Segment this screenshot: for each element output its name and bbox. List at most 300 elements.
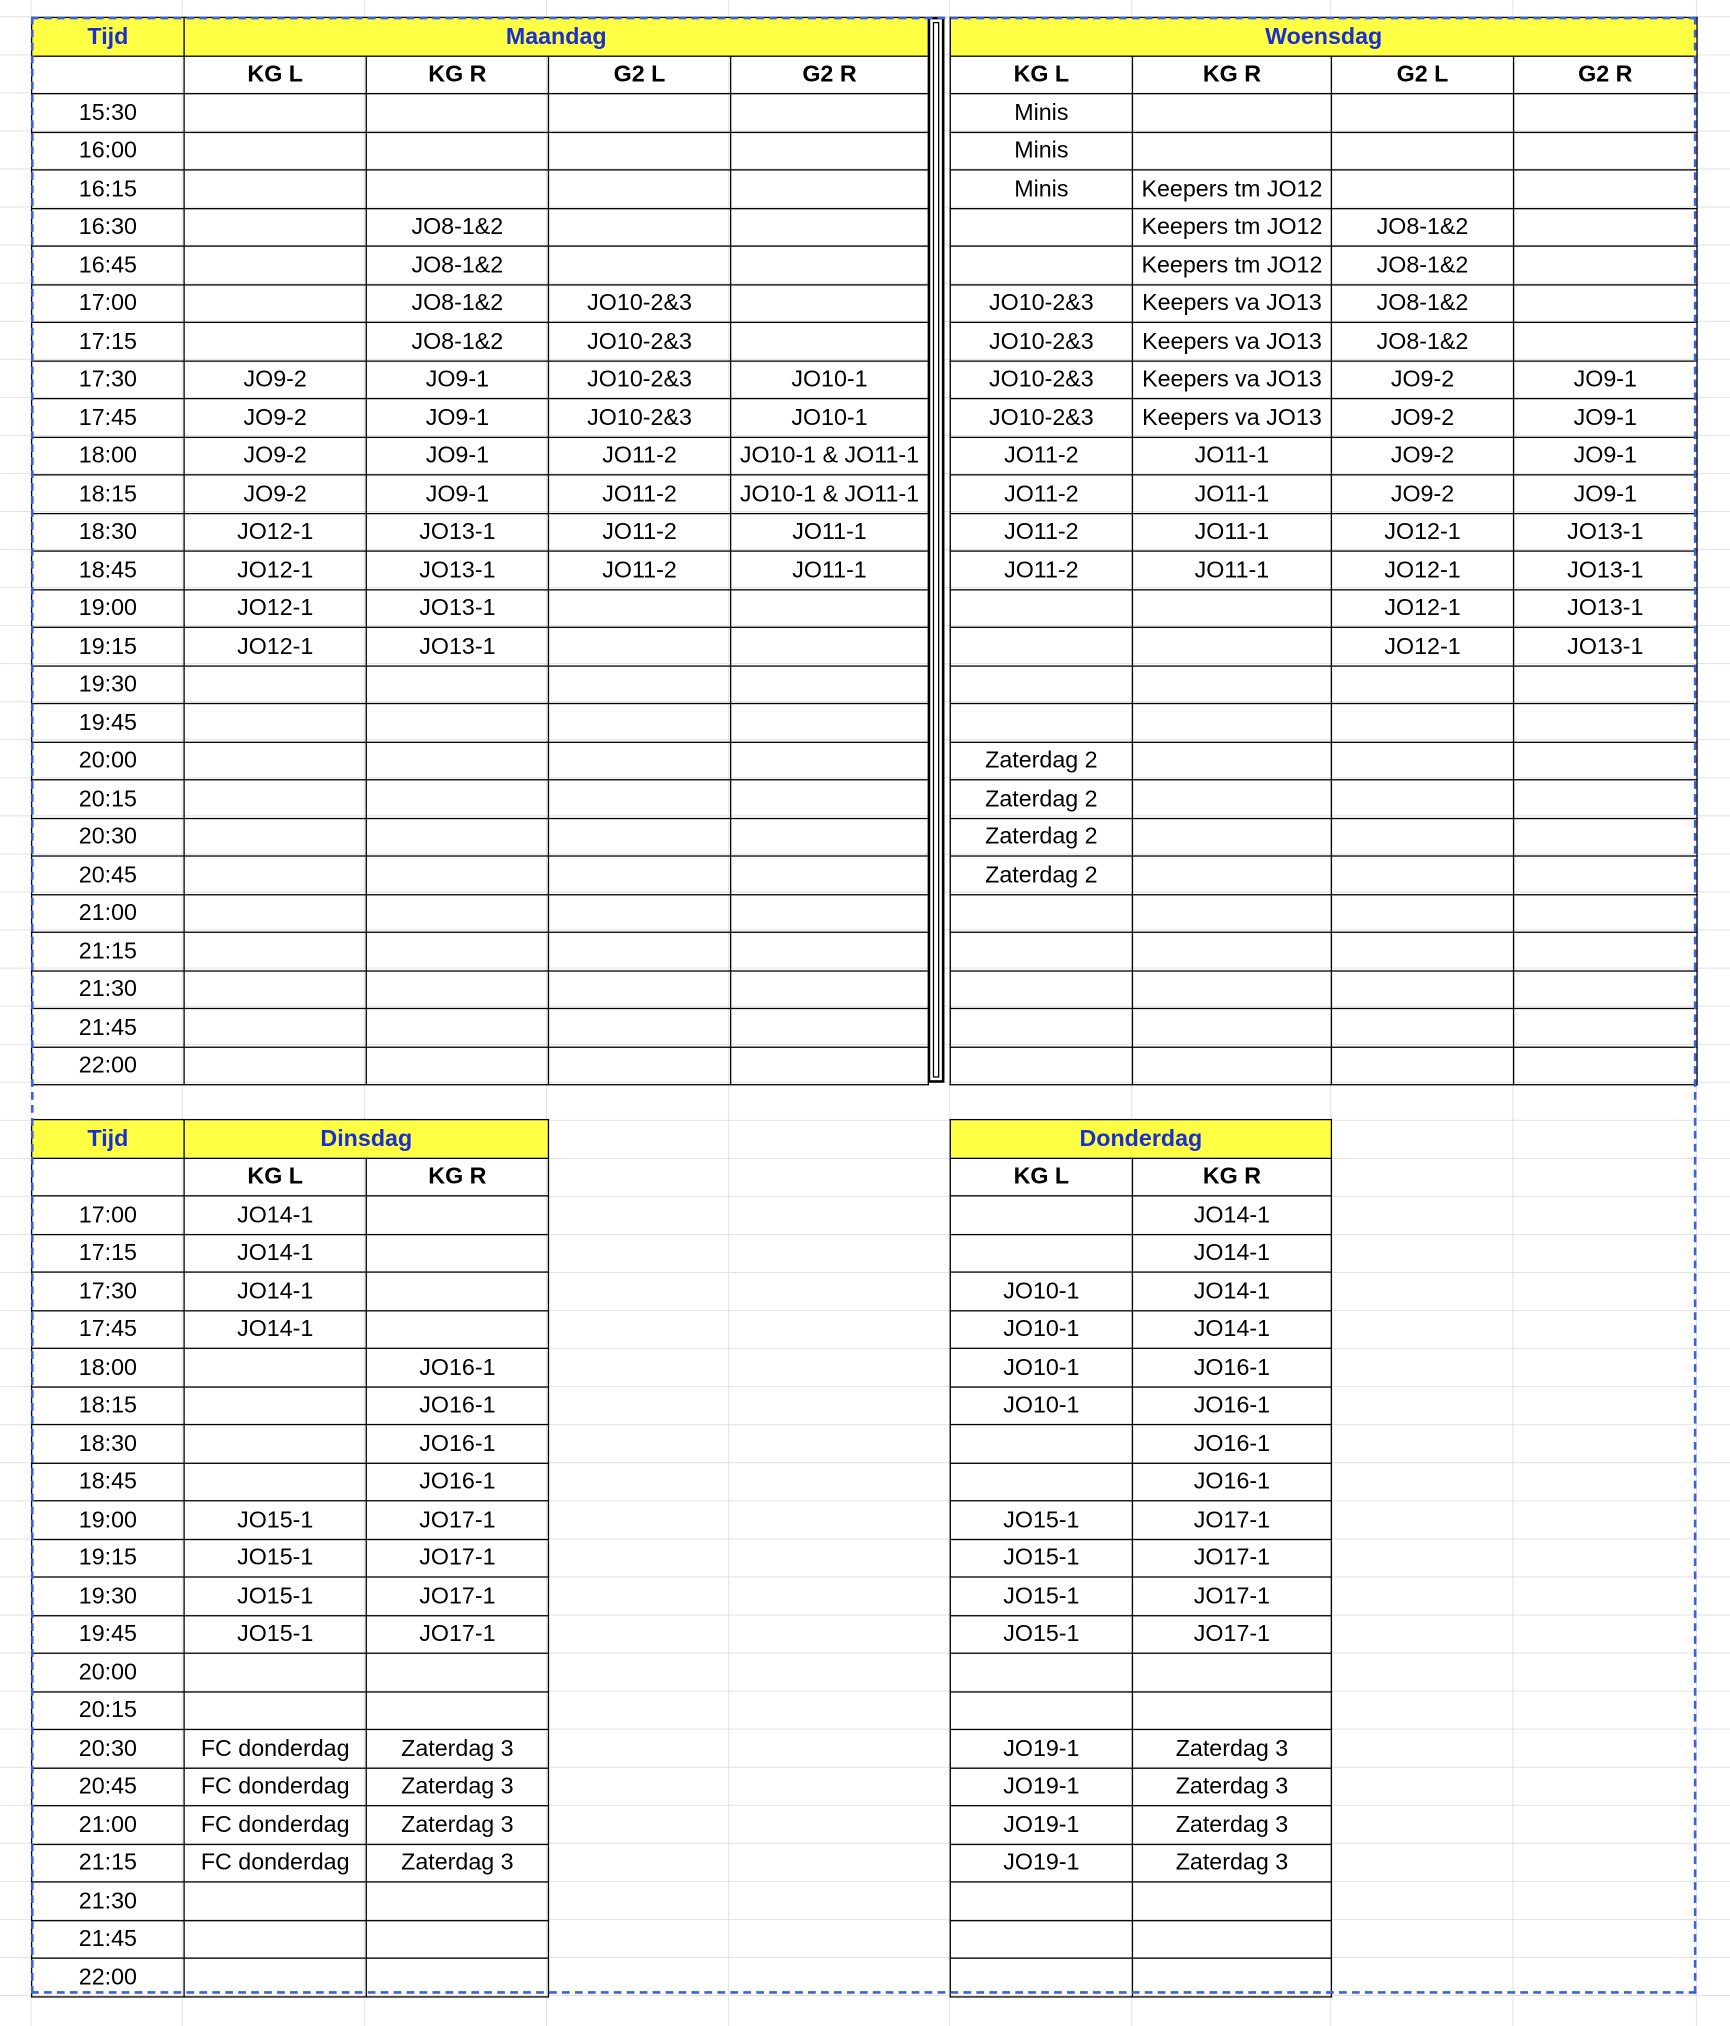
time-cell[interactable]: 17:15 bbox=[32, 1234, 184, 1272]
cell-kgl[interactable]: JO12-1 bbox=[184, 513, 366, 551]
cell-kgl[interactable]: JO15-1 bbox=[950, 1501, 1132, 1539]
cell-g2r[interactable] bbox=[1514, 970, 1697, 1008]
cell-kgr[interactable] bbox=[1132, 818, 1331, 856]
cell-kgr[interactable] bbox=[1132, 970, 1331, 1008]
cell-kgr[interactable]: JO16-1 bbox=[366, 1386, 548, 1424]
cell-kgr[interactable]: JO8-1&2 bbox=[366, 284, 548, 322]
cell-g2l[interactable] bbox=[548, 246, 730, 284]
cell-kgl[interactable] bbox=[950, 1653, 1132, 1691]
cell-kgl[interactable]: Zaterdag 2 bbox=[950, 856, 1132, 894]
cell-g2r[interactable] bbox=[731, 132, 929, 170]
cell-kgl[interactable] bbox=[184, 856, 366, 894]
cell-kgr[interactable]: JO16-1 bbox=[1132, 1463, 1331, 1501]
cell-g2r[interactable]: JO10-1 & JO11-1 bbox=[731, 437, 929, 475]
cell-kgl[interactable] bbox=[950, 208, 1132, 246]
cell-kgl[interactable]: JO10-1 bbox=[950, 1272, 1132, 1310]
cell-g2l[interactable] bbox=[548, 818, 730, 856]
time-cell[interactable]: 17:45 bbox=[32, 1310, 184, 1348]
cell-kgl[interactable] bbox=[950, 1047, 1132, 1085]
cell-g2l[interactable]: JO8-1&2 bbox=[1331, 208, 1513, 246]
cell-g2l[interactable] bbox=[1331, 780, 1513, 818]
cell-kgr[interactable]: JO9-1 bbox=[366, 399, 548, 437]
cell-kgl[interactable] bbox=[950, 1234, 1132, 1272]
time-cell[interactable]: 20:00 bbox=[32, 742, 184, 780]
cell-kgl[interactable]: JO12-1 bbox=[184, 551, 366, 589]
cell-kgr[interactable]: Zaterdag 3 bbox=[1132, 1844, 1331, 1882]
cell-kgr[interactable] bbox=[1132, 1958, 1331, 1996]
cell-kgl[interactable]: FC donderdag bbox=[184, 1729, 366, 1767]
cell-kgl[interactable]: JO12-1 bbox=[184, 589, 366, 627]
cell-kgl[interactable] bbox=[184, 665, 366, 703]
time-cell[interactable]: 19:15 bbox=[32, 1539, 184, 1577]
cell-kgr[interactable]: JO9-1 bbox=[366, 437, 548, 475]
cell-g2r[interactable]: JO13-1 bbox=[1514, 513, 1697, 551]
cell-kgl[interactable] bbox=[184, 284, 366, 322]
time-cell[interactable]: 21:30 bbox=[32, 970, 184, 1008]
cell-kgl[interactable]: Zaterdag 2 bbox=[950, 780, 1132, 818]
cell-g2l[interactable]: JO10-2&3 bbox=[548, 322, 730, 360]
time-cell[interactable]: 21:45 bbox=[32, 1008, 184, 1046]
cell-kgr[interactable] bbox=[366, 1008, 548, 1046]
cell-kgr[interactable] bbox=[1132, 94, 1331, 132]
cell-kgr[interactable]: JO8-1&2 bbox=[366, 322, 548, 360]
cell-kgr[interactable] bbox=[366, 970, 548, 1008]
time-cell[interactable]: 17:45 bbox=[32, 399, 184, 437]
cell-kgl[interactable]: JO12-1 bbox=[184, 627, 366, 665]
cell-g2r[interactable] bbox=[731, 818, 929, 856]
cell-kgl[interactable]: JO19-1 bbox=[950, 1844, 1132, 1882]
cell-kgl[interactable] bbox=[184, 780, 366, 818]
time-cell[interactable]: 17:30 bbox=[32, 1272, 184, 1310]
cell-g2r[interactable] bbox=[1514, 742, 1697, 780]
col-header-kgl[interactable]: KG L bbox=[184, 1158, 366, 1196]
cell-kgr[interactable]: JO8-1&2 bbox=[366, 246, 548, 284]
cell-g2l[interactable] bbox=[1331, 665, 1513, 703]
time-cell[interactable]: 19:45 bbox=[32, 704, 184, 742]
cell-kgl[interactable] bbox=[950, 1882, 1132, 1920]
cell-kgr[interactable] bbox=[366, 1691, 548, 1729]
cell-g2r[interactable]: JO13-1 bbox=[1514, 551, 1697, 589]
cell-kgl[interactable]: JO10-1 bbox=[950, 1310, 1132, 1348]
cell-kgr[interactable]: JO16-1 bbox=[1132, 1425, 1331, 1463]
cell-g2l[interactable] bbox=[548, 1047, 730, 1085]
cell-g2r[interactable]: JO13-1 bbox=[1514, 589, 1697, 627]
cell-kgr[interactable] bbox=[366, 1882, 548, 1920]
cell-kgr[interactable] bbox=[366, 856, 548, 894]
cell-kgr[interactable]: JO17-1 bbox=[366, 1501, 548, 1539]
cell-kgl[interactable] bbox=[950, 704, 1132, 742]
cell-kgr[interactable]: JO16-1 bbox=[366, 1463, 548, 1501]
cell-kgr[interactable]: JO16-1 bbox=[366, 1348, 548, 1386]
cell-kgl[interactable] bbox=[950, 894, 1132, 932]
cell-kgr[interactable]: Keepers va JO13 bbox=[1132, 322, 1331, 360]
cell-kgr[interactable]: JO17-1 bbox=[366, 1615, 548, 1653]
time-cell[interactable]: 21:15 bbox=[32, 1844, 184, 1882]
time-cell[interactable]: 18:45 bbox=[32, 551, 184, 589]
cell-kgl[interactable]: JO11-2 bbox=[950, 513, 1132, 551]
cell-g2l[interactable] bbox=[1331, 742, 1513, 780]
tijd-header[interactable]: Tijd bbox=[32, 17, 184, 55]
cell-g2l[interactable]: JO9-2 bbox=[1331, 399, 1513, 437]
time-cell[interactable]: 22:00 bbox=[32, 1047, 184, 1085]
cell-g2r[interactable] bbox=[1514, 322, 1697, 360]
time-cell[interactable]: 21:00 bbox=[32, 894, 184, 932]
cell-g2l[interactable] bbox=[1331, 704, 1513, 742]
cell-g2r[interactable] bbox=[731, 1008, 929, 1046]
cell-g2r[interactable] bbox=[1514, 780, 1697, 818]
cell-g2l[interactable]: JO11-2 bbox=[548, 437, 730, 475]
cell-kgl[interactable] bbox=[950, 1008, 1132, 1046]
cell-kgr[interactable] bbox=[366, 742, 548, 780]
cell-g2l[interactable] bbox=[1331, 818, 1513, 856]
cell-kgl[interactable]: JO9-2 bbox=[184, 437, 366, 475]
cell-g2l[interactable] bbox=[1331, 856, 1513, 894]
cell-kgl[interactable] bbox=[950, 246, 1132, 284]
cell-g2r[interactable]: JO10-1 & JO11-1 bbox=[731, 475, 929, 513]
cell-kgr[interactable]: JO9-1 bbox=[366, 475, 548, 513]
cell-kgr[interactable] bbox=[366, 665, 548, 703]
cell-g2r[interactable] bbox=[731, 742, 929, 780]
col-header-g2r[interactable]: G2 R bbox=[1514, 56, 1697, 94]
cell-kgr[interactable]: Zaterdag 3 bbox=[366, 1806, 548, 1844]
cell-kgl[interactable] bbox=[184, 1386, 366, 1424]
cell-kgr[interactable] bbox=[1132, 1008, 1331, 1046]
cell-g2l[interactable] bbox=[1331, 1047, 1513, 1085]
cell-kgl[interactable]: JO10-2&3 bbox=[950, 399, 1132, 437]
cell-kgr[interactable] bbox=[366, 818, 548, 856]
cell-kgl[interactable]: JO10-1 bbox=[950, 1386, 1132, 1424]
cell-kgr[interactable]: JO13-1 bbox=[366, 551, 548, 589]
cell-g2r[interactable]: JO11-1 bbox=[731, 551, 929, 589]
cell-kgl[interactable] bbox=[950, 1691, 1132, 1729]
cell-g2l[interactable]: JO11-2 bbox=[548, 513, 730, 551]
cell-kgr[interactable]: Zaterdag 3 bbox=[1132, 1806, 1331, 1844]
cell-g2r[interactable] bbox=[1514, 208, 1697, 246]
cell-kgr[interactable] bbox=[366, 704, 548, 742]
cell-g2r[interactable] bbox=[1514, 932, 1697, 970]
cell-g2l[interactable]: JO10-2&3 bbox=[548, 360, 730, 398]
cell-kgl[interactable]: JO15-1 bbox=[184, 1577, 366, 1615]
cell-kgr[interactable]: Keepers va JO13 bbox=[1132, 360, 1331, 398]
cell-g2l[interactable]: JO12-1 bbox=[1331, 589, 1513, 627]
cell-kgr[interactable] bbox=[1132, 1653, 1331, 1691]
cell-g2r[interactable] bbox=[1514, 1047, 1697, 1085]
cell-g2l[interactable] bbox=[548, 856, 730, 894]
cell-kgr[interactable] bbox=[366, 780, 548, 818]
time-cell[interactable]: 20:45 bbox=[32, 1768, 184, 1806]
cell-kgr[interactable]: JO14-1 bbox=[1132, 1234, 1331, 1272]
time-cell[interactable]: 17:15 bbox=[32, 322, 184, 360]
time-cell[interactable]: 18:30 bbox=[32, 513, 184, 551]
cell-kgr[interactable]: Zaterdag 3 bbox=[366, 1844, 548, 1882]
cell-g2r[interactable] bbox=[1514, 818, 1697, 856]
cell-g2r[interactable] bbox=[731, 284, 929, 322]
time-cell[interactable]: 16:00 bbox=[32, 132, 184, 170]
time-cell[interactable]: 18:15 bbox=[32, 475, 184, 513]
cell-kgr[interactable]: JO17-1 bbox=[1132, 1539, 1331, 1577]
cell-g2l[interactable] bbox=[548, 94, 730, 132]
cell-kgl[interactable]: JO10-2&3 bbox=[950, 360, 1132, 398]
cell-g2r[interactable] bbox=[731, 704, 929, 742]
col-header-g2r[interactable]: G2 R bbox=[731, 56, 929, 94]
cell-kgl[interactable]: JO14-1 bbox=[184, 1196, 366, 1234]
cell-kgl[interactable] bbox=[950, 627, 1132, 665]
blank-header-cell[interactable] bbox=[32, 1158, 184, 1196]
cell-kgr[interactable]: Zaterdag 3 bbox=[366, 1729, 548, 1767]
col-header-kgr[interactable]: KG R bbox=[366, 56, 548, 94]
cell-g2r[interactable] bbox=[731, 589, 929, 627]
cell-kgl[interactable] bbox=[184, 132, 366, 170]
cell-g2l[interactable] bbox=[1331, 1008, 1513, 1046]
cell-kgl[interactable]: JO11-2 bbox=[950, 551, 1132, 589]
cell-g2r[interactable] bbox=[1514, 284, 1697, 322]
cell-kgr[interactable]: JO16-1 bbox=[366, 1425, 548, 1463]
cell-g2r[interactable] bbox=[731, 208, 929, 246]
tijd-header[interactable]: Tijd bbox=[32, 1120, 184, 1158]
cell-g2l[interactable] bbox=[1331, 932, 1513, 970]
cell-kgr[interactable]: JO16-1 bbox=[1132, 1386, 1331, 1424]
cell-g2l[interactable]: JO11-2 bbox=[548, 475, 730, 513]
cell-g2r[interactable]: JO9-1 bbox=[1514, 437, 1697, 475]
dinsdag-title[interactable]: Dinsdag bbox=[184, 1120, 548, 1158]
cell-g2r[interactable] bbox=[731, 780, 929, 818]
cell-kgr[interactable]: JO16-1 bbox=[1132, 1348, 1331, 1386]
cell-kgl[interactable] bbox=[184, 1348, 366, 1386]
cell-kgl[interactable]: JO9-2 bbox=[184, 475, 366, 513]
cell-g2l[interactable]: JO8-1&2 bbox=[1331, 246, 1513, 284]
cell-kgl[interactable]: JO10-2&3 bbox=[950, 284, 1132, 322]
cell-kgl[interactable] bbox=[950, 1463, 1132, 1501]
cell-kgl[interactable] bbox=[184, 894, 366, 932]
cell-kgr[interactable]: Keepers va JO13 bbox=[1132, 284, 1331, 322]
cell-g2r[interactable] bbox=[1514, 856, 1697, 894]
cell-kgr[interactable]: Keepers tm JO12 bbox=[1132, 208, 1331, 246]
cell-g2r[interactable] bbox=[731, 170, 929, 208]
time-cell[interactable]: 16:15 bbox=[32, 170, 184, 208]
cell-kgr[interactable] bbox=[366, 894, 548, 932]
time-cell[interactable]: 19:45 bbox=[32, 1615, 184, 1653]
cell-g2r[interactable] bbox=[1514, 894, 1697, 932]
cell-g2r[interactable] bbox=[731, 665, 929, 703]
woensdag-title[interactable]: Woensdag bbox=[950, 17, 1697, 55]
cell-g2l[interactable]: JO8-1&2 bbox=[1331, 322, 1513, 360]
time-cell[interactable]: 21:00 bbox=[32, 1806, 184, 1844]
cell-kgl[interactable]: JO10-2&3 bbox=[950, 322, 1132, 360]
cell-g2r[interactable] bbox=[1514, 665, 1697, 703]
cell-g2r[interactable]: JO13-1 bbox=[1514, 627, 1697, 665]
cell-kgl[interactable]: JO15-1 bbox=[950, 1615, 1132, 1653]
blank-header-cell[interactable] bbox=[32, 56, 184, 94]
time-cell[interactable]: 17:30 bbox=[32, 360, 184, 398]
cell-kgr[interactable]: Zaterdag 3 bbox=[1132, 1768, 1331, 1806]
cell-kgr[interactable]: Zaterdag 3 bbox=[1132, 1729, 1331, 1767]
cell-kgl[interactable]: FC donderdag bbox=[184, 1844, 366, 1882]
cell-kgl[interactable]: JO11-2 bbox=[950, 475, 1132, 513]
cell-kgl[interactable]: FC donderdag bbox=[184, 1768, 366, 1806]
col-header-kgr[interactable]: KG R bbox=[1132, 56, 1331, 94]
cell-kgl[interactable] bbox=[184, 322, 366, 360]
cell-kgl[interactable] bbox=[950, 589, 1132, 627]
cell-kgr[interactable]: JO13-1 bbox=[366, 513, 548, 551]
cell-kgl[interactable]: Minis bbox=[950, 94, 1132, 132]
col-header-kgl[interactable]: KG L bbox=[950, 56, 1132, 94]
cell-g2r[interactable] bbox=[731, 94, 929, 132]
maandag-title[interactable]: Maandag bbox=[184, 17, 928, 55]
cell-kgr[interactable]: JO13-1 bbox=[366, 627, 548, 665]
cell-kgr[interactable] bbox=[1132, 1047, 1331, 1085]
cell-kgl[interactable]: JO14-1 bbox=[184, 1234, 366, 1272]
cell-g2l[interactable]: JO9-2 bbox=[1331, 475, 1513, 513]
cell-kgl[interactable] bbox=[950, 665, 1132, 703]
cell-g2l[interactable] bbox=[548, 170, 730, 208]
cell-kgl[interactable]: JO19-1 bbox=[950, 1806, 1132, 1844]
cell-kgl[interactable] bbox=[184, 1425, 366, 1463]
cell-kgr[interactable] bbox=[366, 1272, 548, 1310]
cell-kgl[interactable]: JO15-1 bbox=[950, 1539, 1132, 1577]
cell-g2r[interactable] bbox=[731, 970, 929, 1008]
cell-kgr[interactable]: JO11-1 bbox=[1132, 513, 1331, 551]
cell-g2r[interactable] bbox=[731, 1047, 929, 1085]
cell-kgl[interactable]: JO10-1 bbox=[950, 1348, 1132, 1386]
cell-g2r[interactable]: JO9-1 bbox=[1514, 475, 1697, 513]
time-cell[interactable]: 19:00 bbox=[32, 589, 184, 627]
cell-kgr[interactable]: JO11-1 bbox=[1132, 551, 1331, 589]
cell-kgl[interactable]: JO15-1 bbox=[950, 1577, 1132, 1615]
cell-kgl[interactable]: JO19-1 bbox=[950, 1729, 1132, 1767]
cell-g2l[interactable] bbox=[548, 780, 730, 818]
cell-kgr[interactable] bbox=[366, 1047, 548, 1085]
cell-kgl[interactable] bbox=[950, 1920, 1132, 1958]
cell-kgl[interactable] bbox=[184, 170, 366, 208]
cell-kgr[interactable]: JO14-1 bbox=[1132, 1272, 1331, 1310]
cell-kgl[interactable]: JO9-2 bbox=[184, 399, 366, 437]
time-cell[interactable]: 20:30 bbox=[32, 818, 184, 856]
cell-kgl[interactable]: JO14-1 bbox=[184, 1272, 366, 1310]
cell-kgl[interactable]: Zaterdag 2 bbox=[950, 818, 1132, 856]
cell-kgl[interactable]: JO15-1 bbox=[184, 1615, 366, 1653]
cell-kgl[interactable]: JO15-1 bbox=[184, 1501, 366, 1539]
cell-kgr[interactable]: JO11-1 bbox=[1132, 475, 1331, 513]
cell-kgr[interactable]: JO8-1&2 bbox=[366, 208, 548, 246]
cell-g2l[interactable] bbox=[1331, 170, 1513, 208]
cell-kgr[interactable]: JO9-1 bbox=[366, 360, 548, 398]
cell-g2l[interactable] bbox=[1331, 970, 1513, 1008]
cell-kgl[interactable]: Minis bbox=[950, 132, 1132, 170]
cell-kgl[interactable] bbox=[184, 1463, 366, 1501]
cell-kgr[interactable]: JO17-1 bbox=[366, 1539, 548, 1577]
time-cell[interactable]: 19:00 bbox=[32, 1501, 184, 1539]
cell-kgr[interactable] bbox=[366, 170, 548, 208]
time-cell[interactable]: 21:45 bbox=[32, 1920, 184, 1958]
cell-kgr[interactable] bbox=[366, 1920, 548, 1958]
cell-kgr[interactable]: JO17-1 bbox=[1132, 1615, 1331, 1653]
cell-kgr[interactable] bbox=[366, 132, 548, 170]
cell-g2r[interactable] bbox=[731, 894, 929, 932]
time-cell[interactable]: 20:15 bbox=[32, 1691, 184, 1729]
cell-kgl[interactable]: JO15-1 bbox=[184, 1539, 366, 1577]
cell-kgl[interactable]: JO14-1 bbox=[184, 1310, 366, 1348]
cell-kgr[interactable] bbox=[1132, 132, 1331, 170]
time-cell[interactable]: 18:00 bbox=[32, 1348, 184, 1386]
time-cell[interactable]: 20:30 bbox=[32, 1729, 184, 1767]
cell-g2l[interactable] bbox=[548, 1008, 730, 1046]
cell-g2l[interactable]: JO11-2 bbox=[548, 551, 730, 589]
time-cell[interactable]: 18:00 bbox=[32, 437, 184, 475]
time-cell[interactable]: 17:00 bbox=[32, 284, 184, 322]
cell-kgl[interactable] bbox=[184, 704, 366, 742]
cell-kgl[interactable]: Minis bbox=[950, 170, 1132, 208]
cell-kgr[interactable]: Keepers va JO13 bbox=[1132, 399, 1331, 437]
time-cell[interactable]: 18:30 bbox=[32, 1425, 184, 1463]
cell-g2l[interactable]: JO10-2&3 bbox=[548, 399, 730, 437]
cell-g2l[interactable]: JO12-1 bbox=[1331, 551, 1513, 589]
cell-kgr[interactable]: JO17-1 bbox=[1132, 1577, 1331, 1615]
donderdag-title[interactable]: Donderdag bbox=[950, 1120, 1331, 1158]
cell-g2r[interactable] bbox=[731, 856, 929, 894]
cell-kgr[interactable]: JO11-1 bbox=[1132, 437, 1331, 475]
cell-g2l[interactable] bbox=[548, 894, 730, 932]
cell-kgr[interactable]: JO14-1 bbox=[1132, 1196, 1331, 1234]
cell-g2r[interactable] bbox=[731, 322, 929, 360]
cell-g2l[interactable] bbox=[548, 932, 730, 970]
col-header-kgr[interactable]: KG R bbox=[1132, 1158, 1331, 1196]
cell-kgr[interactable]: JO17-1 bbox=[1132, 1501, 1331, 1539]
cell-kgl[interactable] bbox=[184, 932, 366, 970]
cell-kgr[interactable] bbox=[1132, 932, 1331, 970]
cell-kgr[interactable]: Keepers tm JO12 bbox=[1132, 246, 1331, 284]
time-cell[interactable]: 16:45 bbox=[32, 246, 184, 284]
cell-kgr[interactable] bbox=[366, 1958, 548, 1996]
col-header-kgr[interactable]: KG R bbox=[366, 1158, 548, 1196]
time-cell[interactable]: 17:00 bbox=[32, 1196, 184, 1234]
cell-kgl[interactable] bbox=[184, 1653, 366, 1691]
col-header-kgl[interactable]: KG L bbox=[950, 1158, 1132, 1196]
cell-kgr[interactable] bbox=[366, 1653, 548, 1691]
cell-g2l[interactable] bbox=[548, 970, 730, 1008]
time-cell[interactable]: 20:15 bbox=[32, 780, 184, 818]
cell-kgl[interactable] bbox=[950, 1196, 1132, 1234]
cell-g2r[interactable] bbox=[731, 246, 929, 284]
cell-kgr[interactable] bbox=[1132, 589, 1331, 627]
time-cell[interactable]: 19:15 bbox=[32, 627, 184, 665]
cell-kgl[interactable] bbox=[950, 1425, 1132, 1463]
cell-g2r[interactable]: JO11-1 bbox=[731, 513, 929, 551]
cell-kgr[interactable] bbox=[1132, 856, 1331, 894]
cell-kgr[interactable] bbox=[1132, 742, 1331, 780]
cell-kgl[interactable] bbox=[184, 1920, 366, 1958]
cell-kgr[interactable] bbox=[1132, 1691, 1331, 1729]
cell-g2r[interactable]: JO9-1 bbox=[1514, 399, 1697, 437]
cell-kgl[interactable]: JO19-1 bbox=[950, 1768, 1132, 1806]
cell-kgl[interactable] bbox=[184, 1882, 366, 1920]
time-cell[interactable]: 18:45 bbox=[32, 1463, 184, 1501]
cell-kgr[interactable] bbox=[1132, 1920, 1331, 1958]
cell-g2l[interactable] bbox=[1331, 132, 1513, 170]
cell-kgl[interactable]: Zaterdag 2 bbox=[950, 742, 1132, 780]
cell-kgl[interactable] bbox=[950, 1958, 1132, 1996]
cell-kgl[interactable] bbox=[184, 1008, 366, 1046]
cell-g2r[interactable]: JO10-1 bbox=[731, 399, 929, 437]
cell-g2l[interactable] bbox=[548, 665, 730, 703]
cell-g2r[interactable] bbox=[1514, 246, 1697, 284]
cell-g2l[interactable]: JO9-2 bbox=[1331, 437, 1513, 475]
cell-kgl[interactable] bbox=[950, 970, 1132, 1008]
col-header-kgl[interactable]: KG L bbox=[184, 56, 366, 94]
time-cell[interactable]: 22:00 bbox=[32, 1958, 184, 1996]
col-header-g2l[interactable]: G2 L bbox=[548, 56, 730, 94]
cell-kgl[interactable] bbox=[184, 818, 366, 856]
time-cell[interactable]: 18:15 bbox=[32, 1386, 184, 1424]
